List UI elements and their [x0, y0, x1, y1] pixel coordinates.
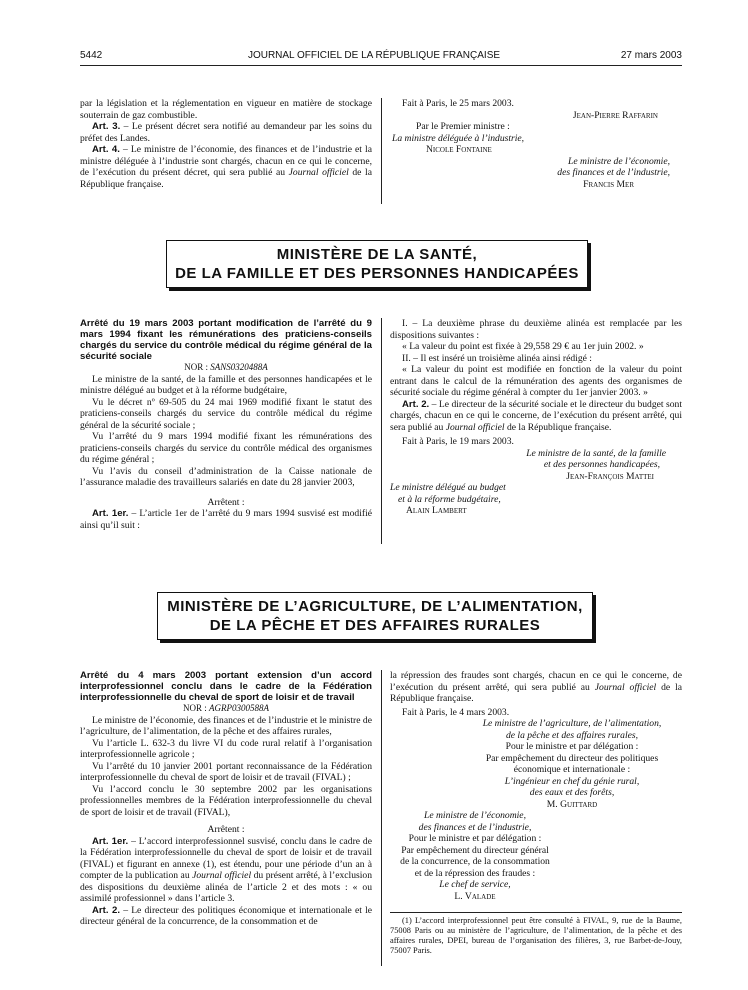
signatory-mattei: Jean-François Mattei	[566, 470, 654, 482]
signatory-lambert: Alain Lambert	[406, 505, 467, 516]
empechement: Par empêchement du directeur général	[401, 844, 549, 856]
ministry-line-1: MINISTÈRE DE L’AGRICULTURE, DE L’ALIMENTATION,	[167, 598, 583, 615]
arrete-1-right	[390, 318, 682, 517]
article-3: Art. 3. – Le présent décret sera notifié au demandeur par les soins du préfet des Landes.	[80, 121, 372, 144]
article-2: Art. 2. – Le directeur de la sécurité sociale et le directeur du budget sont chargés, chacun en ce qui le concerne, de l’exécution du présent arrêté, qui sera publié au Journal officiel de la République française.	[390, 398, 682, 433]
nor-reference: NOR : SANS0320488A	[184, 362, 268, 372]
signatory-mer: Francis Mer	[583, 178, 634, 190]
column-divider	[381, 670, 382, 966]
article-4: Art. 4. – Le ministre de l’économie, des finances et de l’industrie et la ministre déléguée à l’industrie sont chargés, chacun en ce qui le concerne, de l’exécution du présent décret, qui sera publié au Journal officiel de la République française.	[80, 144, 372, 190]
role-ministre-sante-2: et des personnes handicapées,	[543, 459, 660, 470]
arretent: Arrêtent :	[207, 496, 245, 508]
arrete-2-right	[390, 670, 682, 956]
ministry-header-agriculture	[157, 592, 593, 640]
empechement-2: de la concurrence, de la consommation	[400, 856, 550, 867]
arrete-1-title: Arrêté du 19 mars 2003 portant modification de l’arrêté du 9 mars 1994 fixant les rémunérations des praticiens-conseils chargés du service du contrôle médical du régime général de la sécurité sociale	[80, 318, 372, 362]
column-divider	[381, 318, 382, 544]
role-ministre-agriculture-2: de la pêche et des affaires rurales,	[505, 729, 639, 741]
ministry-line-2: DE LA FAMILLE ET DES PERSONNES HANDICAPÉES	[175, 265, 579, 282]
role-ministre-economie: Le ministre de l’économie,	[424, 810, 526, 821]
role-chef-service: Le chef de service,	[439, 879, 511, 890]
issue-date: 27 mars 2003	[620, 50, 682, 61]
fait-a-paris: Fait à Paris, le 4 mars 2003.	[402, 706, 510, 718]
role-ingenieur: L’ingénieur en chef du génie rural,	[504, 775, 640, 787]
role-ministre-economie-2: des finances et de l’industrie,	[557, 167, 670, 178]
nor-reference: NOR : AGRP0300588A	[182, 703, 269, 713]
delegation: Pour le ministre et par délégation :	[408, 833, 542, 844]
preamble: Le ministre de la santé, de la famille et des personnes handicapées et le ministre délégué au budget et à la réforme budgétaire,	[80, 373, 372, 396]
visa-1: Vu le décret nº 69-505 du 24 mai 1969 modifié fixant le statut des praticiens-conseils chargés du service du contrôle médical du régime général de la sécurité sociale ;	[80, 396, 372, 431]
signatory-valade: L. Valade	[454, 890, 496, 902]
top-left-column	[80, 98, 372, 190]
signature-block-agriculture	[462, 718, 682, 810]
article-2: Art. 2. – Le directeur des politiques économique et internationale et le directeur général de la concurrence, de la consommation et de	[80, 904, 372, 927]
empechement-2: économique et internationale :	[513, 764, 631, 775]
footnote: (1) L’accord interprofessionnel peut être consulté à FIVAL, 9, rue de la Baume, 75008 Paris ou au ministère de l’agriculture, de l’alimentation, de la pêche et des affaires rurales, DPEI, bureau de l’organisation des filières, 3, rue Barbet-de-Jouy, 75007 Paris.	[390, 916, 682, 955]
footnote-rule	[390, 912, 682, 913]
signatory-raffarin: Jean-Pierre Raffarin	[572, 109, 658, 121]
par-premier-ministre: Par le Premier ministre :	[416, 121, 510, 132]
fait-a-paris: Fait à Paris, le 25 mars 2003.	[402, 98, 514, 109]
header-rule	[80, 65, 682, 66]
journal-title: JOURNAL OFFICIEL DE LA RÉPUBLIQUE FRANÇAISE	[247, 50, 501, 61]
role-ministre-deleguee: La ministre déléguée à l’industrie,	[392, 132, 525, 144]
role-ministre-agriculture: Le ministre de l’agriculture, de l’alimentation,	[482, 718, 662, 729]
column-divider	[381, 98, 382, 204]
empechement-3: et de la répression des fraudes :	[414, 867, 536, 879]
empechement: Par empêchement du directeur des politiques	[485, 752, 659, 764]
top-right-signatures	[390, 98, 682, 190]
ministry-line-2: DE LA PÊCHE ET DES AFFAIRES RURALES	[209, 617, 541, 634]
visa-3: Vu l’accord conclu le 30 septembre 2002 par les organisations professionnelles membres de la Fédération interprofessionnelle du cheval de sport de loisir et de travail (FIVAL),	[80, 783, 372, 818]
role-ministre-budget: Le ministre délégué au budget	[390, 482, 506, 493]
arretent: Arrêtent :	[207, 824, 245, 835]
ministry-line-1: MINISTÈRE DE LA SANTÉ,	[276, 246, 478, 263]
ministry-header-sante	[166, 240, 588, 288]
fait-a-paris: Fait à Paris, le 19 mars 2003.	[402, 436, 514, 447]
role-ministre-sante: Le ministre de la santé, de la famille	[526, 447, 666, 459]
article-1: Art. 1er. – L’accord interprofessionnel susvisé, conclu dans le cadre de la Fédération interprofessionnelle du cheval de sport de loisir et de travail (FIVAL) et figurant en annexe (1), est étendu, pour une période d’un an à compter de la publication au Journal officiel du présent arrêté, à l’exclusion des dispositions du deuxième alinéa de l’article 2 et des mots : « ou assimilé professionnel » dans l’article 3.	[80, 835, 373, 904]
role-ministre-economie: Le ministre de l’économie,	[568, 155, 670, 167]
signatory-fontaine: Nicole Fontaine	[426, 144, 492, 155]
page-number: 5442	[80, 50, 103, 61]
signatory-guittard: M. Guittard	[546, 798, 598, 810]
role-ministre-budget-2: et à la réforme budgétaire,	[398, 493, 501, 505]
signature-block-economie	[390, 810, 560, 902]
role-ingenieur-2: des eaux et des forêts,	[529, 787, 615, 798]
article-1: Art. 1er. – L’article 1er de l’arrêté du 9 mars 1994 susvisé est modifié ainsi qu’il suit :	[80, 508, 373, 531]
visa-3: Vu l’avis du conseil d’administration de la Caisse nationale de l’assurance maladie des travailleurs salariés en date du 28 janvier 2003,	[80, 465, 372, 488]
continuation-paragraph: par la législation et la réglementation en vigueur en matière de stockage souterrain de gaz combustible.	[80, 98, 372, 121]
visa-1: Vu l’article L. 632-3 du livre VI du code rural relatif à l’organisation interprofessionnelle agricole ;	[80, 737, 372, 760]
execution-clause: la répression des fraudes sont chargés, chacun en ce qui le concerne, de l’exécution du présent arrêté, qui sera publié au Journal officiel de la République française.	[390, 670, 682, 704]
modification-ii: II. – Il est inséré un troisième alinéa ainsi rédigé :	[402, 352, 592, 364]
arrete-2-title: Arrêté du 4 mars 2003 portant extension d’un accord interprofessionnel conclu dans le cadre de la Fédération interprofessionnelle du cheval de sport de loisir et de travail	[80, 670, 372, 703]
preamble: Le ministre de l’économie, des finances et de l’industrie et le ministre de l’agriculture, de l’alimentation, de la pêche et des affaires rurales,	[80, 714, 372, 737]
arrete-1-left	[80, 318, 372, 531]
visa-2: Vu l’arrêté du 10 janvier 2001 portant reconnaissance de la Fédération interprofessionnelle du cheval de sport de loisir et de travail (FIVAL) ;	[80, 760, 372, 783]
delegation: Pour le ministre et par délégation :	[505, 741, 639, 752]
modification-i: I. – La deuxième phrase du deuxième alinéa est remplacée par les dispositions suivantes :	[390, 318, 682, 341]
role-ministre-economie-2: des finances et de l’industrie,	[418, 821, 532, 833]
arrete-2-left	[80, 670, 372, 928]
visa-2: Vu l’arrêté du 9 mars 1994 modifié fixant les rémunérations des praticiens-conseils chargés du service du contrôle médical des organismes du régime général ;	[80, 431, 372, 465]
nouvel-alinea: « La valeur du point est modifiée en fonction de la valeur du point entrant dans le calcul de la rémunération des agents des organismes de sécurité sociale du régime général à compter du 1er janvier 2003. »	[390, 364, 682, 398]
valeur-point: « La valeur du point est fixée à 29,558 29 € au 1er juin 2002. »	[402, 341, 644, 352]
